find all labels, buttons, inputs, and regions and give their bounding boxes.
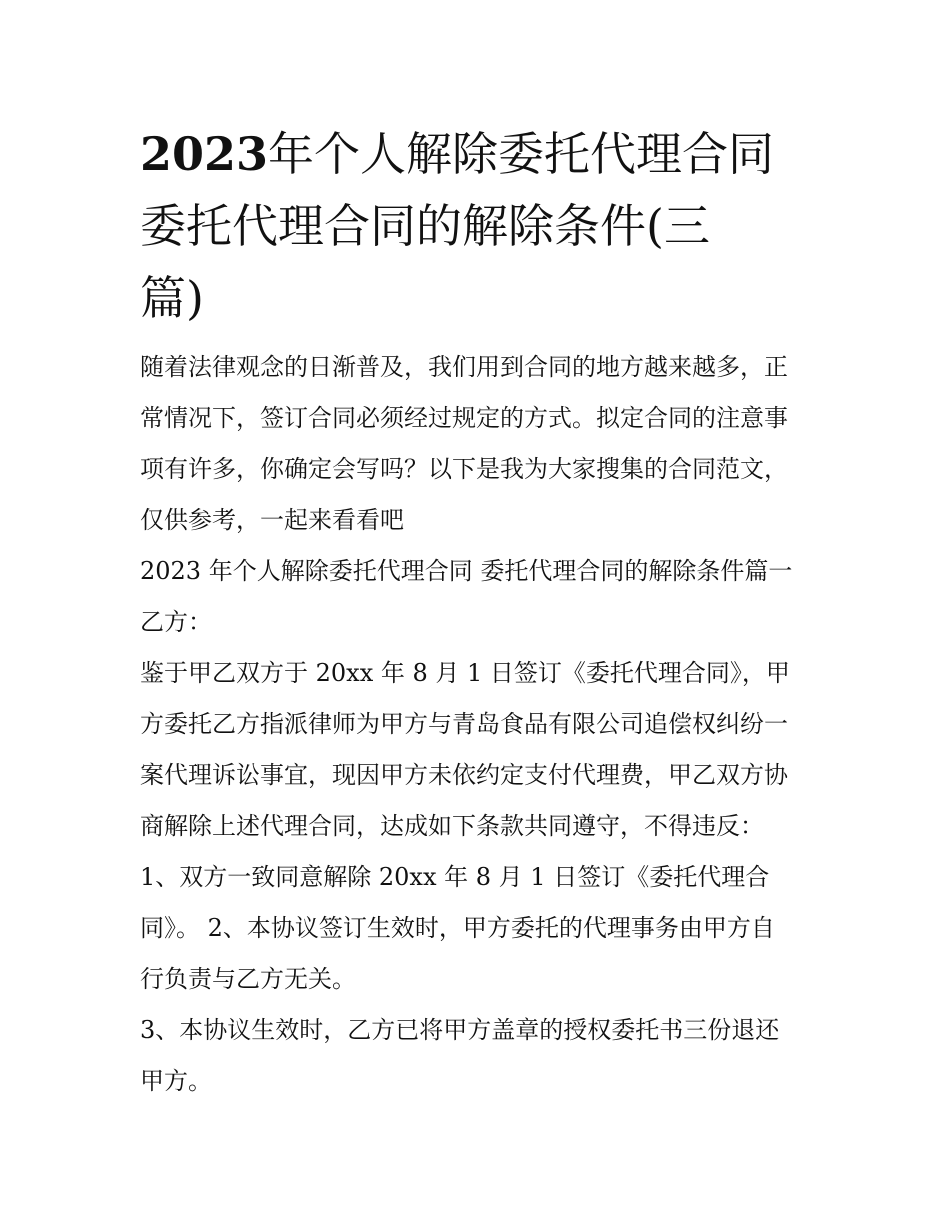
party-b-label: 乙方： xyxy=(140,608,212,636)
body-line: 案代理诉讼事宜，现因甲方未依约定支付代理费，甲乙双方协 xyxy=(140,761,788,789)
body-line: 鉴于甲乙双方于 20xx 年 8 月 1 日签订《委托代理合同》，甲 xyxy=(140,659,790,687)
body-line: 项有许多，你确定会写吗？以下是我为大家搜集的合同范文， xyxy=(140,455,788,483)
document-body xyxy=(140,342,820,1107)
body-line: 商解除上述代理合同，达成如下条款共同遵守，不得违反： xyxy=(140,812,764,840)
document-title xyxy=(140,118,820,334)
clause-line: 3、本协议生效时，乙方已将甲方盖章的授权委托书三份退还 xyxy=(140,1016,780,1044)
section-heading: 2023 年个人解除委托代理合同 委托代理合同的解除条件篇一 xyxy=(140,557,793,585)
title-line1-rest: 年个人解除委托代理合同 xyxy=(268,127,775,181)
document-page xyxy=(140,118,820,1107)
title-line3: 篇) xyxy=(140,271,204,325)
title-line2: 委托代理合同的解除条件(三 xyxy=(140,199,710,253)
body-line: 仅供参考，一起来看看吧 xyxy=(140,506,404,534)
clause-line: 同》。 2、本协议签订生效时，甲方委托的代理事务由甲方自 xyxy=(140,914,775,942)
title-year: 2023 xyxy=(140,127,269,181)
body-line: 常情况下，签订合同必须经过规定的方式。拟定合同的注意事 xyxy=(140,404,788,432)
body-line: 随着法律观念的日渐普及，我们用到合同的地方越来越多，正 xyxy=(140,353,788,381)
body-line: 方委托乙方指派律师为甲方与青岛食品有限公司追偿权纠纷一 xyxy=(140,710,788,738)
clause-line: 甲方。 xyxy=(140,1067,212,1095)
clause-line: 行负责与乙方无关。 xyxy=(140,965,356,993)
clause-line: 1、双方一致同意解除 20xx 年 8 月 1 日签订《委托代理合 xyxy=(140,863,770,891)
